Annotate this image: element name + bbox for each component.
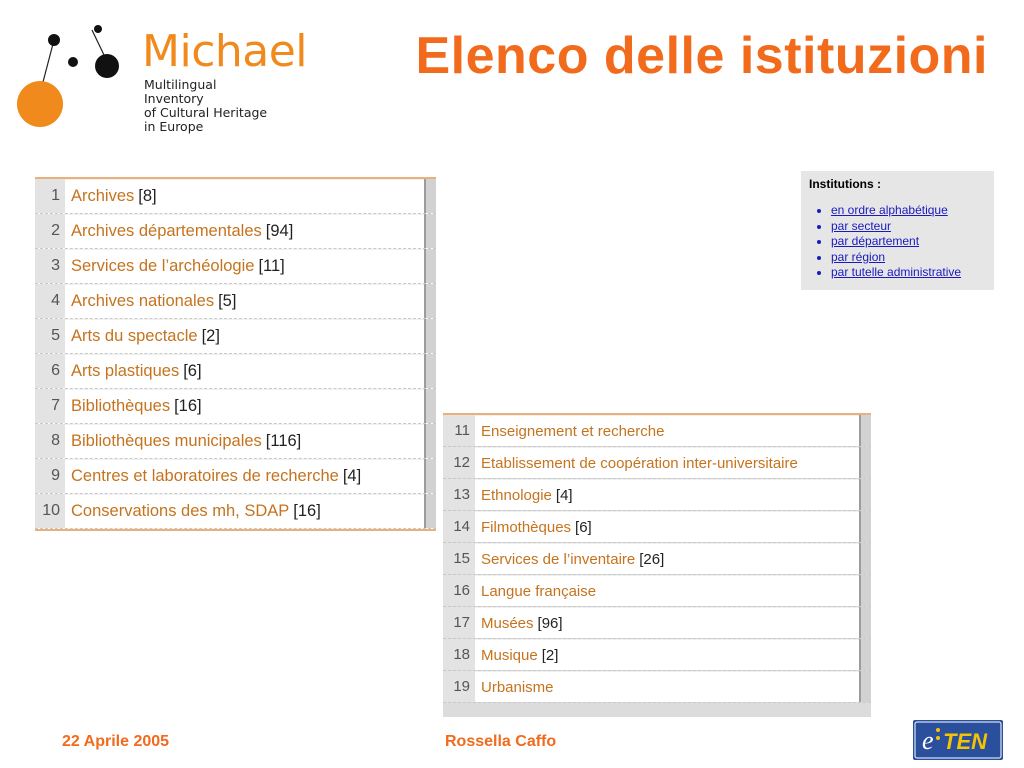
institution-count: [2] — [541, 646, 559, 664]
list-item-number: 12 — [443, 447, 475, 478]
list-item-cell — [475, 671, 859, 702]
list-item — [35, 389, 436, 424]
list-item — [35, 319, 436, 354]
row-scroll-bar — [859, 607, 871, 638]
list-item — [443, 575, 871, 607]
eten-logo — [913, 720, 1003, 760]
row-scroll-bar — [424, 389, 436, 423]
institution-link[interactable]: Conservations des mh, SDAP — [71, 502, 290, 520]
svg-text:TEN: TEN — [943, 729, 987, 754]
row-scroll-bar — [424, 179, 436, 213]
michael-logo — [10, 20, 308, 150]
nav-link-region[interactable]: par région — [831, 249, 886, 264]
nav-item-region — [831, 250, 986, 266]
row-scroll-bar — [859, 543, 871, 574]
logo-subtitle-line: of Cultural Heritage — [144, 105, 268, 120]
list-item-number: 3 — [35, 249, 65, 283]
institution-link[interactable]: Archives — [71, 187, 135, 205]
list-item-cell — [65, 284, 424, 318]
svg-text:e: e — [922, 726, 934, 755]
row-scroll-bar — [859, 575, 871, 606]
nav-link-alphabetique[interactable]: en ordre alphabétique — [831, 203, 948, 217]
institution-count: [116] — [265, 432, 302, 450]
institution-list-2 — [443, 413, 871, 717]
institution-link[interactable]: Musique — [481, 646, 538, 664]
institution-count: [94] — [265, 222, 294, 240]
institution-count: [96] — [537, 614, 563, 632]
institution-link[interactable]: Etablissement de coopération inter-universitaire — [481, 454, 798, 472]
list-item-number: 5 — [35, 319, 65, 353]
list-item — [443, 671, 871, 703]
institution-link[interactable]: Enseignement et recherche — [481, 422, 665, 440]
institution-link[interactable]: Filmothèques — [481, 518, 572, 536]
row-scroll-bar — [859, 415, 871, 446]
row-scroll-bar — [424, 494, 436, 528]
nav-item-departement — [831, 234, 986, 250]
michael-logo-mark — [10, 20, 150, 150]
list-item-cell — [475, 415, 859, 446]
logo-subtitle-line: in Europe — [144, 119, 204, 134]
list-item-cell — [65, 424, 424, 458]
list-item-cell — [475, 607, 859, 638]
list-item-number: 11 — [443, 415, 475, 446]
list-item — [35, 214, 436, 249]
list-item-number: 6 — [35, 354, 65, 388]
row-scroll-bar — [424, 354, 436, 388]
row-scroll-bar — [424, 319, 436, 353]
institution-link[interactable]: Langue française — [481, 582, 597, 600]
list-item-number: 18 — [443, 639, 475, 670]
list-item — [35, 284, 436, 319]
row-scroll-bar — [424, 214, 436, 248]
list-item — [443, 447, 871, 479]
list-item — [443, 607, 871, 639]
institution-count: [26] — [639, 550, 665, 568]
list-item-number: 17 — [443, 607, 475, 638]
list-item-number: 15 — [443, 543, 475, 574]
list-item-cell — [475, 639, 859, 670]
list-item — [443, 639, 871, 671]
list-item-number: 7 — [35, 389, 65, 423]
logo-subtitle-line: Multilingual — [144, 77, 217, 92]
list-item-number: 1 — [35, 179, 65, 213]
row-scroll-bar — [859, 511, 871, 542]
list-item-cell — [475, 543, 859, 574]
list-item-number: 8 — [35, 424, 65, 458]
nav-item-alphabetique — [831, 203, 986, 219]
institution-link[interactable]: Urbanisme — [481, 678, 554, 696]
footer-author: Rossella Caffo — [445, 733, 557, 750]
list-item — [35, 354, 436, 389]
list-item-cell — [65, 354, 424, 388]
list-item-cell — [475, 511, 859, 542]
row-scroll-bar — [859, 671, 871, 702]
institution-link[interactable]: Bibliothèques municipales — [71, 432, 262, 450]
footer-date: 22 Aprile 2005 — [62, 733, 170, 750]
list-item-cell — [65, 249, 424, 283]
list-item-cell — [65, 319, 424, 353]
nav-link-tutelle[interactable]: par tutelle administrative — [831, 265, 962, 279]
institution-count: [11] — [258, 257, 285, 275]
nav-link-secteur[interactable]: par secteur — [831, 218, 892, 233]
list-item — [443, 543, 871, 575]
logo-subtitle-line: Inventory — [144, 91, 204, 106]
list-item-cell — [65, 459, 424, 493]
institution-list-1 — [35, 177, 436, 531]
list-item-cell — [475, 447, 859, 478]
list-item-number: 10 — [35, 494, 65, 528]
institution-count: [8] — [138, 187, 157, 205]
list-item-number: 2 — [35, 214, 65, 248]
institution-link[interactable]: Services de l’archéologie — [71, 257, 255, 275]
list-item — [443, 415, 871, 447]
institution-link[interactable]: Musées — [481, 614, 534, 632]
institutions-nav-box — [801, 171, 994, 290]
institution-link[interactable]: Services de l’inventaire — [481, 550, 636, 568]
row-scroll-bar — [424, 284, 436, 318]
row-scroll-bar — [859, 639, 871, 670]
institution-count: [2] — [201, 327, 220, 345]
list-item-number: 19 — [443, 671, 475, 702]
list-item-cell — [65, 389, 424, 423]
eten-logo-mark — [913, 720, 1003, 760]
logo-wordmark: Michael — [142, 26, 308, 77]
institution-count: [6] — [183, 362, 202, 380]
list-item-cell — [475, 575, 859, 606]
list-item — [35, 249, 436, 284]
institution-link[interactable]: Arts plastiques — [71, 362, 180, 380]
institutions-nav-title: Institutions : — [809, 177, 881, 191]
nav-item-secteur — [831, 219, 986, 235]
institution-count: [4] — [555, 486, 573, 504]
list-item-cell — [475, 479, 859, 510]
row-scroll-bar — [424, 249, 436, 283]
slide-title: Elenco delle istituzioni — [415, 27, 988, 85]
institution-count: [16] — [293, 502, 321, 520]
list-item-number: 13 — [443, 479, 475, 510]
list-item — [443, 479, 871, 511]
institution-link[interactable]: Archives nationales — [71, 292, 215, 310]
institutions-nav-list — [809, 203, 986, 281]
logo-subtitle — [144, 78, 267, 134]
institution-link[interactable]: Centres et laboratoires de recherche — [71, 467, 339, 485]
list-item-number: 16 — [443, 575, 475, 606]
list-item — [443, 511, 871, 543]
list-item-cell — [65, 214, 424, 248]
row-scroll-bar — [859, 479, 871, 510]
institution-link[interactable]: Archives départementales — [71, 222, 262, 240]
row-scroll-bar — [424, 459, 436, 493]
nav-item-tutelle — [831, 265, 986, 281]
list-item-cell — [65, 494, 424, 528]
list-item — [35, 459, 436, 494]
institution-count: [6] — [575, 518, 592, 536]
row-scroll-bar — [424, 424, 436, 458]
institution-link[interactable]: Ethnologie — [481, 486, 552, 504]
list-item-number: 4 — [35, 284, 65, 318]
nav-link-departement[interactable]: par département — [831, 234, 920, 248]
institution-count: [5] — [218, 292, 237, 310]
list-item — [35, 424, 436, 459]
list-item — [35, 179, 436, 214]
institution-link[interactable]: Bibliothèques — [71, 397, 171, 415]
row-scroll-bar — [859, 447, 871, 478]
list-item — [35, 494, 436, 529]
list-item-number: 14 — [443, 511, 475, 542]
institution-count: [4] — [342, 467, 362, 485]
institution-count: [16] — [174, 397, 202, 415]
institution-link[interactable]: Arts du spectacle — [71, 327, 198, 345]
list-item-cell — [65, 179, 424, 213]
list-item-number: 9 — [35, 459, 65, 493]
